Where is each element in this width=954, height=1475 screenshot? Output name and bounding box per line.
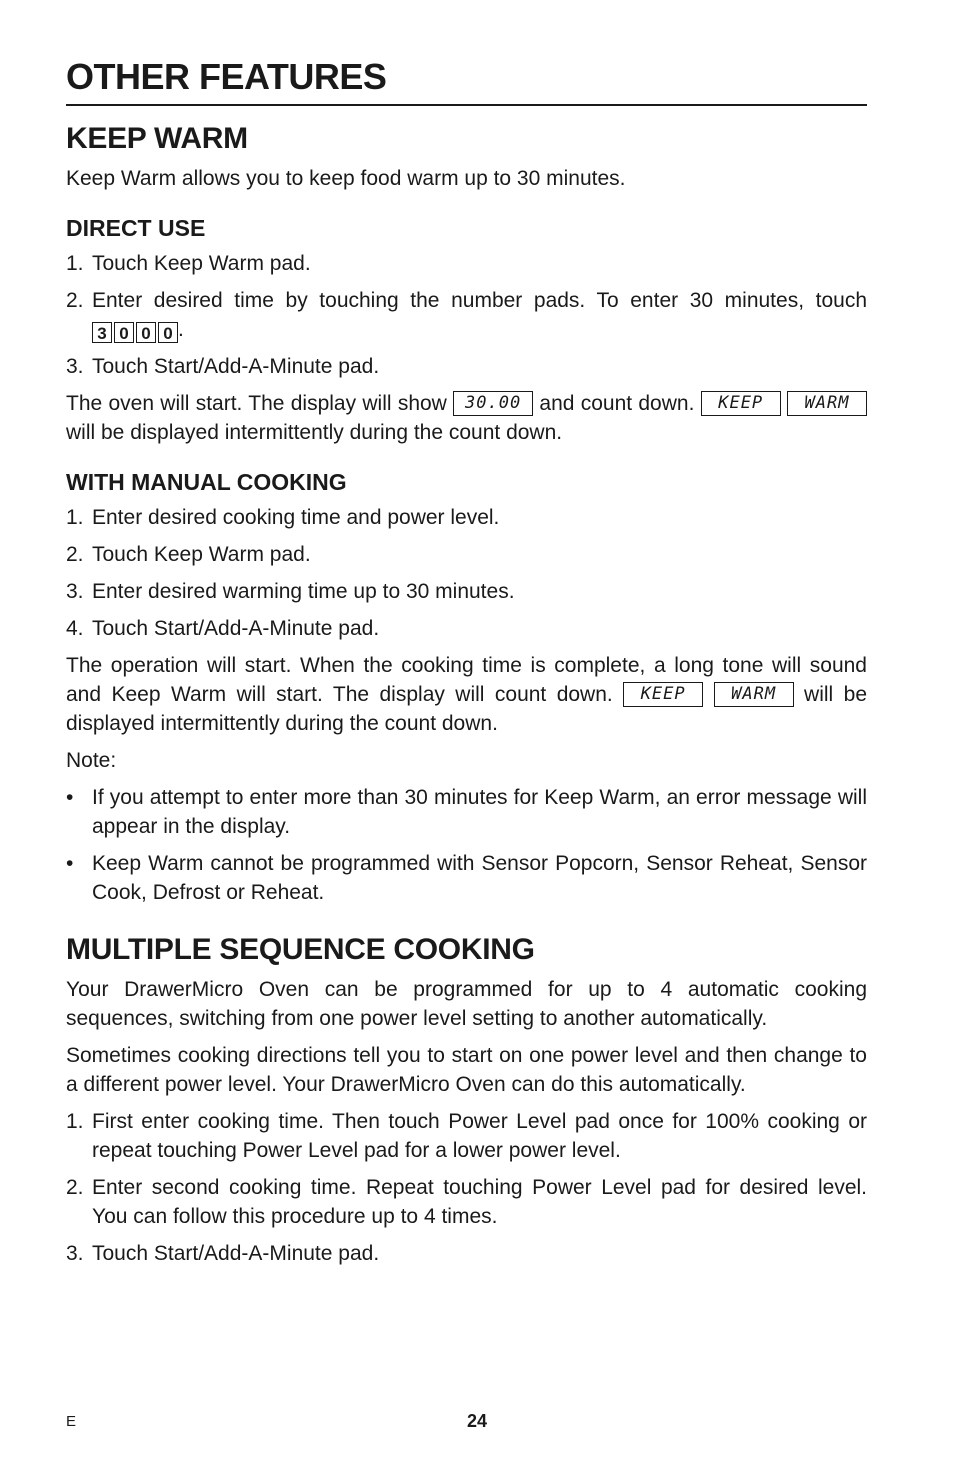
result-text: will be displayed intermittently during the count down.: [66, 421, 563, 444]
key-3: 3: [92, 322, 112, 343]
step-text: Enter desired cooking time and power level.: [92, 506, 500, 529]
display-readout-warm: WARM: [714, 682, 794, 707]
manual-cooking-steps: [66, 503, 867, 643]
keep-warm-heading: KEEP WARM: [66, 122, 248, 155]
multiple-sequence-heading: MULTIPLE SEQUENCE COOKING: [66, 933, 535, 966]
step-text: Enter desired warming time up to 30 minutes.: [92, 580, 515, 603]
display-readout-keep: KEEP: [701, 391, 781, 416]
list-item: 4. Touch Start/Add-A-Minute pad.: [66, 617, 380, 640]
result-text: and count down.: [539, 392, 695, 415]
note-label: Note:: [66, 749, 117, 772]
multiple-para-1: Your DrawerMicro Oven can be programmed for up to 4 automatic cooking sequences, switching from one power level setting to another automatically.: [66, 978, 867, 1030]
direct-use-steps: [66, 249, 867, 381]
page-number: 24: [466, 1411, 488, 1431]
list-item: 2. Enter second cooking time. Repeat touching Power Level pad for desired level. You can follow this procedure up to 4 times.: [66, 1176, 867, 1228]
list-item: • Keep Warm cannot be programmed with Sensor Popcorn, Sensor Reheat, Sensor Cook, Defrost or Reheat.: [66, 852, 867, 904]
bullet-text: If you attempt to enter more than 30 minutes for Keep Warm, an error message will appear in the display.: [92, 786, 867, 838]
list-item: 3. Enter desired warming time up to 30 minutes.: [66, 580, 515, 603]
key-0: 0: [158, 322, 178, 343]
display-readout-warm: WARM: [787, 391, 867, 416]
display-readout-keep: KEEP: [623, 682, 703, 707]
page-content: [66, 54, 867, 1276]
multiple-steps: [66, 1107, 867, 1268]
bullet-text: Keep Warm cannot be programmed with Sensor Popcorn, Sensor Reheat, Sensor Cook, Defrost or Reheat.: [92, 852, 867, 904]
step-text: Touch Keep Warm pad.: [92, 252, 311, 275]
step-text: Touch Start/Add-A-Minute pad.: [92, 1242, 380, 1265]
result-text: The oven will start. The display will show: [66, 392, 447, 415]
note-bullets: [66, 783, 867, 907]
step-text: Touch Start/Add-A-Minute pad.: [92, 617, 380, 640]
list-item: 3. Touch Start/Add-A-Minute pad.: [66, 355, 380, 378]
manual-cooking-heading: WITH MANUAL COOKING: [66, 469, 347, 495]
list-item: 1. Enter desired cooking time and power level.: [66, 506, 500, 529]
step-text: Enter second cooking time. Repeat touching Power Level pad for desired level. You can follow this procedure up to 4 times.: [92, 1176, 867, 1228]
result-text: The operation will start. When the cooking time is complete, a long tone will sound and Keep Warm will start. The display will count down.: [66, 654, 867, 706]
step-text: First enter cooking time. Then touch Power Level pad once for 100% cooking or repeat touching Power Level pad for a lower power level.: [92, 1110, 867, 1162]
keep-warm-intro: Keep Warm allows you to keep food warm up to 30 minutes.: [66, 167, 626, 190]
step-text: Enter desired time by touching the number pads. To enter 30 minutes, touch: [92, 289, 867, 312]
direct-use-heading: DIRECT USE: [66, 215, 206, 241]
list-item: 1. Touch Keep Warm pad.: [66, 252, 311, 275]
keypad-sequence: [92, 322, 178, 343]
list-item: 1. First enter cooking time. Then touch Power Level pad once for 100% cooking or repeat touching Power Level pad for a lower power level.: [66, 1110, 867, 1162]
list-item: • If you attempt to enter more than 30 minutes for Keep Warm, an error message will appear in the display.: [66, 786, 867, 838]
display-readout-time: 30.00: [453, 391, 533, 416]
multiple-para-2: Sometimes cooking directions tell you to start on one power level and then change to a different power level. Your DrawerMicro Oven can do this automatically.: [66, 1044, 867, 1096]
page-title: OTHER FEATURES: [66, 54, 867, 106]
manual-cooking-result: [66, 651, 867, 738]
step-text: Touch Start/Add-A-Minute pad.: [92, 355, 380, 378]
direct-use-result: [66, 389, 867, 447]
footer-language: E: [66, 1413, 77, 1430]
step-text: Touch Keep Warm pad.: [92, 543, 311, 566]
key-0: 0: [136, 322, 156, 343]
result-text: will be displayed intermittently during the count down.: [66, 683, 867, 735]
key-0: 0: [114, 322, 134, 343]
list-item: 2. Touch Keep Warm pad.: [66, 543, 311, 566]
list-item: 3. Touch Start/Add-A-Minute pad.: [66, 1242, 380, 1265]
list-item: 2. Enter desired time by touching the number pads. To enter 30 minutes, touch 3 0 0 0 .: [66, 289, 867, 343]
